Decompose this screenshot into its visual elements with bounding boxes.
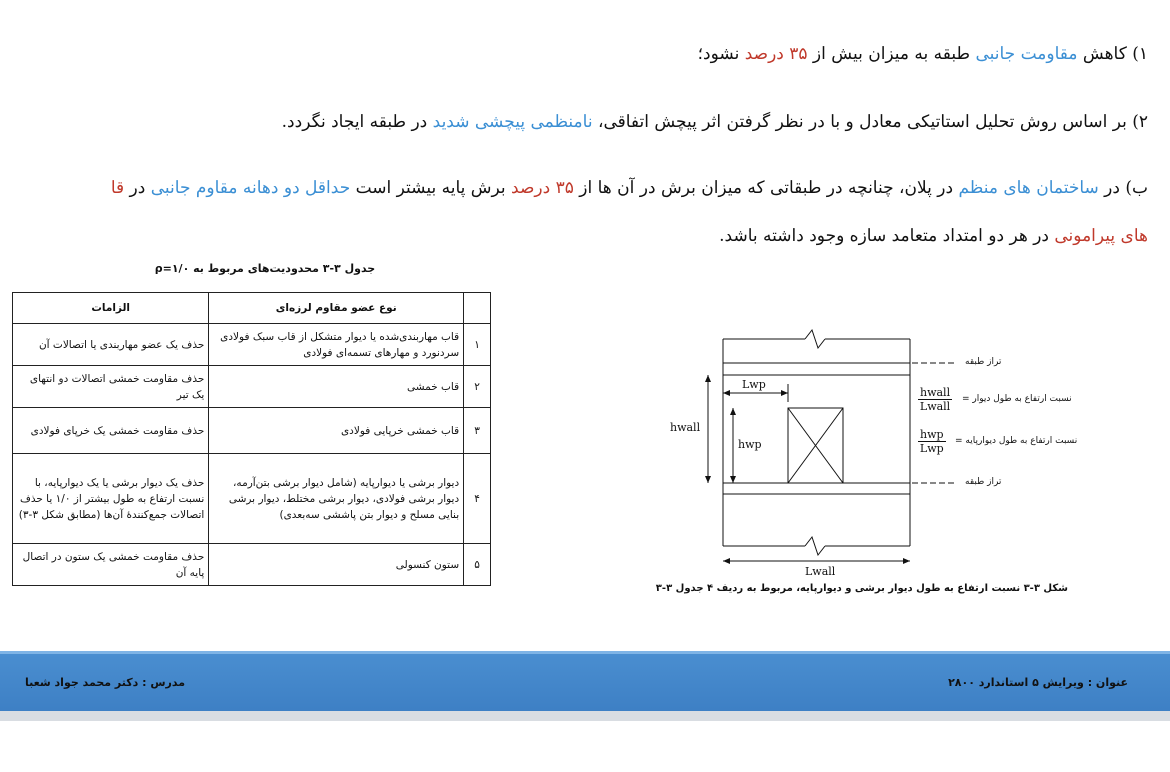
paragraph-3-line-1 — [111, 178, 1148, 198]
row-member-type: ستون کنسولی — [209, 544, 464, 586]
ratio-wp-numerator: hwp — [920, 428, 944, 441]
row-requirement: حذف مقاومت خمشی یک ستون در اتصال پایه آن — [13, 544, 209, 586]
paragraph-2 — [282, 112, 1148, 132]
label-lwp: Lwp — [742, 378, 766, 391]
p3-line2-suffix: در هر دو امتداد متعامد سازه وجود داشته باشد. — [719, 226, 1055, 246]
label-lwall: Lwall — [805, 565, 836, 578]
ratio-wall-fraction — [918, 386, 952, 413]
p2-suffix: در طبقه ایجاد نگردد. — [281, 112, 433, 132]
table-header-row — [13, 293, 491, 324]
table-header-requirements: الزامات — [13, 293, 209, 324]
row-member-type: قاب خمشی خرپایی فولادی — [209, 408, 464, 454]
footer-bar — [0, 651, 1170, 714]
paragraph-3-line-2 — [719, 226, 1148, 246]
p1-suffix: نشود؛ — [697, 44, 745, 64]
row-requirement: حذف مقاومت خمشی اتصالات دو انتهای یک تیر — [13, 366, 209, 408]
ratio-wall-text: نسبت ارتفاع به طول دیوار = — [962, 394, 1072, 404]
row-number: ۳ — [464, 408, 491, 454]
label-hwp: hwp — [738, 438, 762, 451]
table-caption: جدول ۳-۳ محدودیت‌های مربوط به ρ=۱/۰ — [154, 262, 376, 275]
row-member-type: قاب مهاربندی‌شده یا دیوار متشکل از قاب سبک فولادی سردنورد و مهارهای تسمه‌ای فولادی — [209, 324, 464, 366]
p1-term-lateral-strength: مقاومت جانبی — [975, 44, 1078, 64]
p2-term-torsional-irregularity: نامنظمی پیچشی شدید — [432, 112, 593, 132]
footer-title: عنوان : ویرایش ۵ استاندارد ۲۸۰۰ — [948, 676, 1128, 689]
table-row — [13, 454, 491, 544]
ratio-wp-fraction — [918, 428, 946, 455]
row-member-type: دیوار برشی یا دیوارپایه (شامل دیوار برشی بتن‌آرمه، دیوار برشی فولادی، دیوار برشی مختلط، دیوار برشی بنایی مسلح و دیوار بتن پاششی سه‌بعدی) — [209, 454, 464, 544]
p3-mid2: برش پایه بیشتر است — [350, 178, 512, 198]
ratio-wp-text: نسبت ارتفاع به طول دیوارپایه = — [955, 436, 1078, 446]
p1-prefix: ۱) کاهش — [1077, 44, 1148, 64]
p3-term-percent: ۳۵ درصد — [511, 178, 574, 198]
p3-mid1: در پلان، چنانچه در طبقاتی که میزان برش در آن ها از — [573, 178, 959, 198]
footer-bottom-strip — [0, 711, 1170, 721]
paragraph-1 — [698, 44, 1148, 64]
wall-pier-figure — [620, 318, 1140, 588]
table-row — [13, 366, 491, 408]
p1-mid: طبقه به میزان بیش از — [807, 44, 976, 64]
p3-term-perimeter: های پیرامونی — [1054, 226, 1148, 246]
p3-prefix: ب) در — [1098, 178, 1148, 198]
table-row — [13, 324, 491, 366]
p3-term-frames: قا — [110, 178, 125, 198]
label-level-top: تراز طبقه — [965, 357, 1002, 367]
table-header-member-type: نوع عضو مقاوم لرزه‌ای — [209, 293, 464, 324]
ratio-wall-numerator: hwall — [920, 386, 951, 399]
row-number: ۱ — [464, 324, 491, 366]
footer-instructor: مدرس : دکتر محمد جواد شعبا — [25, 676, 185, 689]
row-number: ۴ — [464, 454, 491, 544]
table-row — [13, 408, 491, 454]
p1-term-percent: ۳۵ درصد — [744, 44, 808, 64]
p3-term-two-bays: حداقل دو دهانه مقاوم جانبی — [150, 178, 351, 198]
table-header-blank — [464, 293, 491, 324]
label-level-bottom: تراز طبقه — [965, 477, 1002, 487]
wall-pier-diagram — [620, 318, 1140, 588]
row-member-type: قاب خمشی — [209, 366, 464, 408]
p3-term-regular-buildings: ساختمان های منظم — [958, 178, 1099, 198]
row-number: ۵ — [464, 544, 491, 586]
p2-prefix: ۲) بر اساس روش تحلیل استاتیکی معادل و با در نظر گرفتن اثر پیچش اتفاقی، — [592, 112, 1148, 132]
row-requirement: حذف یک دیوار برشی یا یک دیوارپایه، با نسبت ارتفاع به طول بیشتر از ۱/۰ یا حذف اتصالات جمع‌کنندهٔ آن‌ها (مطابق شکل ۳-۳) — [13, 454, 209, 544]
requirements-table — [12, 292, 491, 586]
table-row — [13, 544, 491, 586]
p3-mid3: در — [124, 178, 151, 198]
row-requirement: حذف یک عضو مهاربندی یا اتصالات آن — [13, 324, 209, 366]
ratio-wall-denominator: Lwall — [919, 400, 951, 413]
ratio-wp-denominator: Lwp — [919, 442, 944, 455]
label-hwall: hwall — [670, 421, 701, 434]
row-number: ۲ — [464, 366, 491, 408]
figure-caption: شکل ۳-۳ نسبت ارتفاع به طول دیوار برشی و دیوارپایه، مربوط به ردیف ۴ جدول ۳-۳ — [655, 583, 1068, 594]
row-requirement: حذف مقاومت خمشی یک خرپای فولادی — [13, 408, 209, 454]
